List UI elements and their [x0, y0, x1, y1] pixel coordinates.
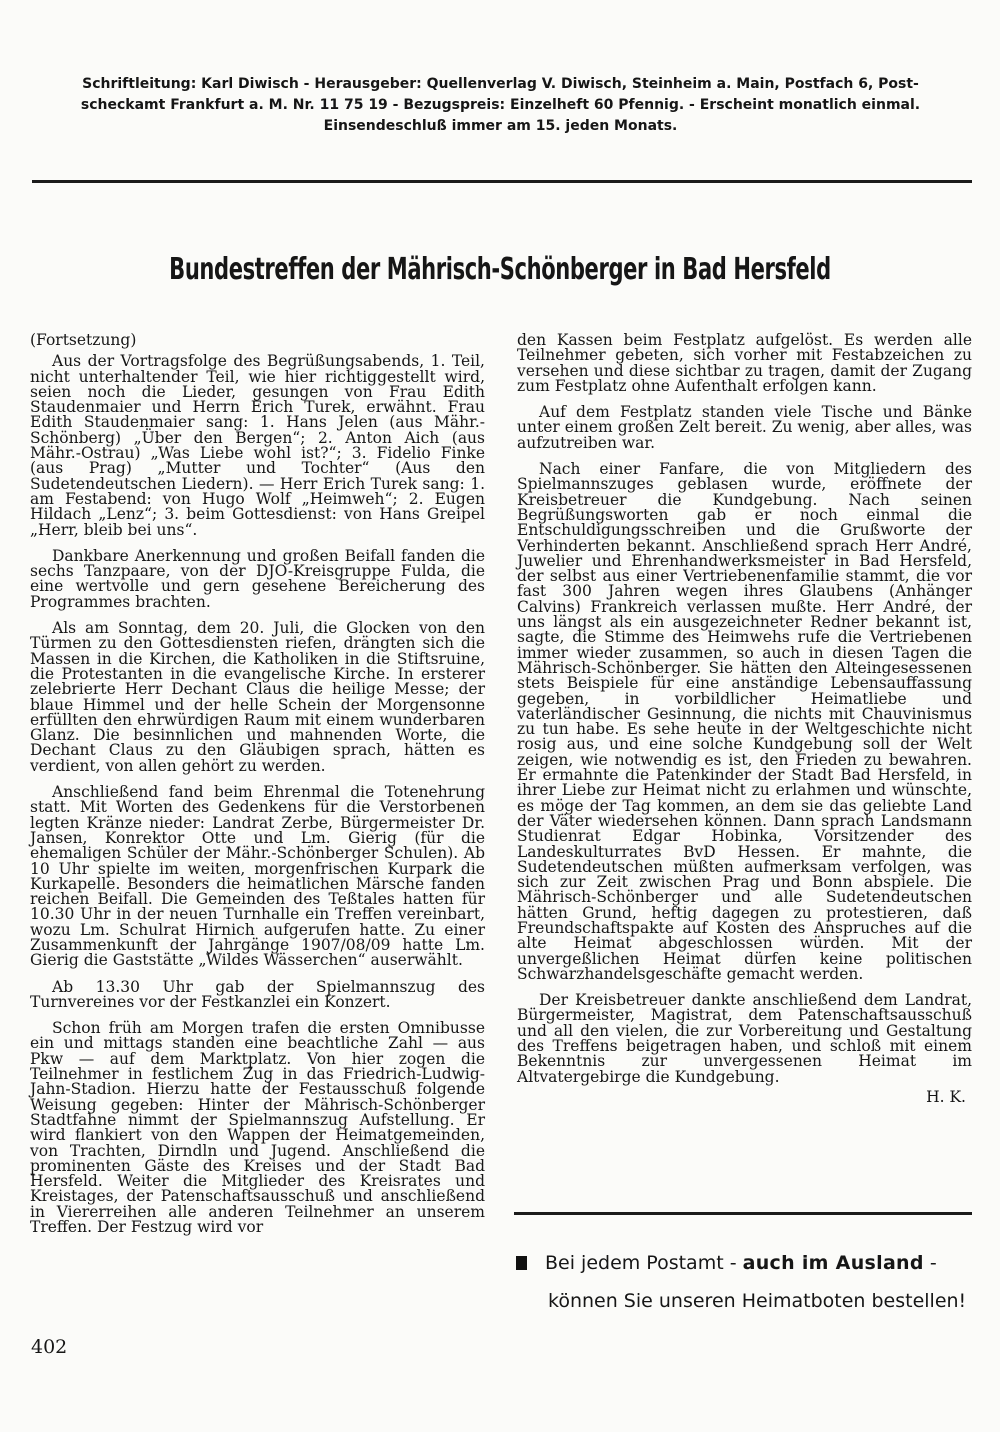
paragraph: Der Kreisbetreuer dankte anschließend dem Landrat, Bürgermeister, Magistrat, dem Patenschaftsausschuß und all den vielen, die zur Vorbereitung und Gestaltung des Treffens beigetragen haben, und schloß mit einem Bekenntnis zur unvergessenen Heimat im Altvatergebirge die Kundgebung. — [517, 991, 972, 1086]
paragraph: Aus der Vortragsfolge des Begrüßungsabends, 1. Teil, nicht unterhaltender Teil, wie hier richtiggestellt wird, seien noch die Lieder, gesungen von Frau Edith Staudenmaier und Herrn Erich Turek, erwähnt. Frau Edith Staudenmaier sang: 1. Hans Jelen (aus Mähr.-Schönberg) „Über den Bergen“; 2. Anton Aich (aus Mähr.-Ostrau) „Was Liebe wohl ist?“; 3. Fidelio Finke (aus Prag) „Mutter und Tochter“ (Aus den Sudetendeutschen Liedern). — Herr Erich Turek sang: 1. am Festabend: von Hugo Wolf „Heimweh“; 2. Eugen Hildach „Lenz“; 3. beim Gottesdienst: von Hans Greipel „Herr, bleib bei uns“. — [30, 352, 485, 539]
continuation-label: (Fortsetzung) — [30, 331, 137, 349]
paragraph: Auf dem Festplatz standen viele Tische und Bänke unter einem großen Zelt bereit. Zu wenig, aber alles, was aufzutreiben war. — [517, 403, 972, 452]
paragraph: Schon früh am Morgen trafen die ersten Omnibusse ein und mittags standen eine beachtliche Zahl — aus Pkw — auf dem Marktplatz. Von hier zogen die Teilnehmer in festlichem Zug in das Friedrich-Ludwig-Jahn-Stadion. Hierzu hatte der Festausschuß folgende Weisung gegeben: Hinter der Mährisch-Schönberger Stadtfahne nimmt der Spielmannszug Aufstellung. Er wird flankiert von den Wappen der Heimatgemeinden, von Trachten, Dirndln und Jugend. Anschließend die prominenten Gäste des Kreises und der Stadt Bad Hersfeld. Weiter die Mitglieder des Kreisrates und Kreistages, der Patenschaftsausschuß und anschließend in Viererreihen alle anderen Teilnehmer an unserem Treffen. Der Festzug wird vor — [30, 1019, 485, 1237]
author-signature: H. K. — [926, 1087, 966, 1106]
masthead — [28, 74, 973, 137]
article-title: Bundestreffen der Mährisch-Schönberger in Bad Hersfeld — [169, 252, 831, 287]
square-bullet-icon — [516, 1256, 527, 1270]
top-divider — [32, 180, 972, 183]
masthead-line-1: Schriftleitung: Karl Diwisch - Herausgeber: Quellenverlag V. Diwisch, Steinheim a. Main, Postfach 6, Post- — [82, 76, 919, 92]
ad-line-1 — [516, 1252, 976, 1274]
subscription-ad — [516, 1252, 976, 1312]
ad-text-prefix: Bei jedem Postamt - — [545, 1252, 743, 1274]
masthead-line-2: scheckamt Frankfurt a. M. Nr. 11 75 19 - Bezugspreis: Einzelheft 60 Pfennig. - Erscheint monatlich einmal. — [80, 97, 921, 113]
paragraph: Als am Sonntag, dem 20. Juli, die Glocken von den Türmen zu den Gottesdiensten riefen, drängten sich die Massen in die Kirchen, die Katholiken in die Stiftsruine, die Protestanten in die evangelische Kirche. In ersterer zelebrierte Herr Dechant Claus die heilige Messe; der blaue Himmel und der helle Schein der Morgensonne erfüllten den ehrwürdigen Raum mit einem wunderbaren Glanz. Die besinnlichen und mahnenden Worte, die Dechant Claus zu den Gläubigen sprach, hätten es verdient, von allen gehört zu werden. — [30, 619, 485, 775]
right-column — [517, 333, 972, 1116]
ad-line-2: können Sie unseren Heimatboten bestellen! — [548, 1290, 967, 1312]
ad-text-suffix: - — [923, 1252, 937, 1274]
ad-divider — [514, 1212, 972, 1215]
masthead-line-3: Einsendeschluß immer am 15. jeden Monats. — [323, 118, 678, 134]
left-column — [30, 333, 485, 1246]
paragraph: den Kassen beim Festplatz aufgelöst. Es werden alle Teilnehmer gebeten, sich vorher mit Festabzeichen zu versehen und diese sichtbar zu tragen, damit der Zugang zum Festplatz ohne Aufenthalt erfolgen kann. — [517, 331, 972, 395]
ad-text-emphasis: auch im Ausland — [742, 1252, 924, 1274]
paragraph: Ab 13.30 Uhr gab der Spielmannszug des Turnvereines vor der Festkanzlei ein Konzert. — [30, 977, 485, 1011]
page-number: 402 — [31, 1336, 68, 1358]
paragraph: Nach einer Fanfare, die von Mitgliedern des Spielmannszuges geblasen wurde, eröffnete der Kreisbetreuer die Kundgebung. Nach seinen Begrüßungsworten gab er noch einmal die Entschuldigungsschreiben und die Grußworte der Verhinderten bekannt. Anschließend sprach Herr André, Juwelier und Ehrenhandwerksmeister in Bad Hersfeld, der selbst aus einer Vertriebenenfamilie stammt, die vor fast 300 Jahren wegen ihres Glaubens (Anhänger Calvins) Frankreich verlassen mußte. Herr André, der uns längst als ein ausgezeichneter Redner bekannt ist, sagte, die Stimme des Heimwehs rufe die Vertriebenen immer wieder zusammen, so auch in diesen Tagen die Mährisch-Schönberger. Sie hätten den Alteingesessenen stets Beispiele für eine anständige Lebensauffassung gegeben, in vorbildlicher Heimatliebe und vaterländischer Gesinnung, die nichts mit Chauvinismus zu tun habe. Es sehe heute in der Weltgeschichte nicht rosig aus, und eine solche Kundgebung soll der Welt zeigen, wie notwendig es ist, den Frieden zu bewahren. Er ermahnte die Patenkinder der Stadt Bad Hersfeld, in ihrer Liebe zur Heimat nicht zu erlahmen und wünschte, es möge der Tag kommen, an dem sie das geliebte Land der Väter wiedersehen können. Dann sprach Landsmann Studienrat Edgar Hobinka, Vorsitzender des Landeskulturrates BvD Hessen. Er mahnte, die Sudetendeutschen müßten aufmerksam verfolgen, was sich zur Zeit zwischen Prag und Bonn abspiele. Die Mährisch-Schönberger und alle Sudetendeutschen hätten Grund, heftig dagegen zu protestieren, daß Freundschaftspakte auf Kosten des Anspruches auf die alte Heimat abgeschlossen würden. Mit der unvergeßlichen Heimat dürfen keine politischen Schwarzhandelsgeschäfte gemacht werden. — [517, 460, 972, 983]
paragraph: Dankbare Anerkennung und großen Beifall fanden die sechs Tanzpaare, von der DJO-Kreisgruppe Fulda, die eine wertvolle und gern gesehene Bereicherung des Programmes brachten. — [30, 546, 485, 611]
paragraph: Anschließend fand beim Ehrenmal die Totenehrung statt. Mit Worten des Gedenkens für die Verstorbenen legten Kränze nieder: Landrat Zerbe, Bürgermeister Dr. Jansen, Konrektor Otte und Lm. Gierig (für die ehemaligen Schüler der Mähr.-Schönberger Schulen). Ab 10 Uhr spielte im weiten, morgenfrischen Kurpark die Kurkapelle. Besonders die heimatlichen Märsche fanden reichen Beifall. Die Gemeinden des Teßtales hatten für 10.30 Uhr in der neuen Turnhalle ein Treffen vereinbart, wozu Lm. Schulrat Hirnich aufgerufen hatte. Zu einer Zusammenkunft der Jahrgänge 1907/08/09 hatte Lm. Gierig die Gaststätte „Wildes Wässerchen“ auserwählt. — [30, 783, 485, 970]
